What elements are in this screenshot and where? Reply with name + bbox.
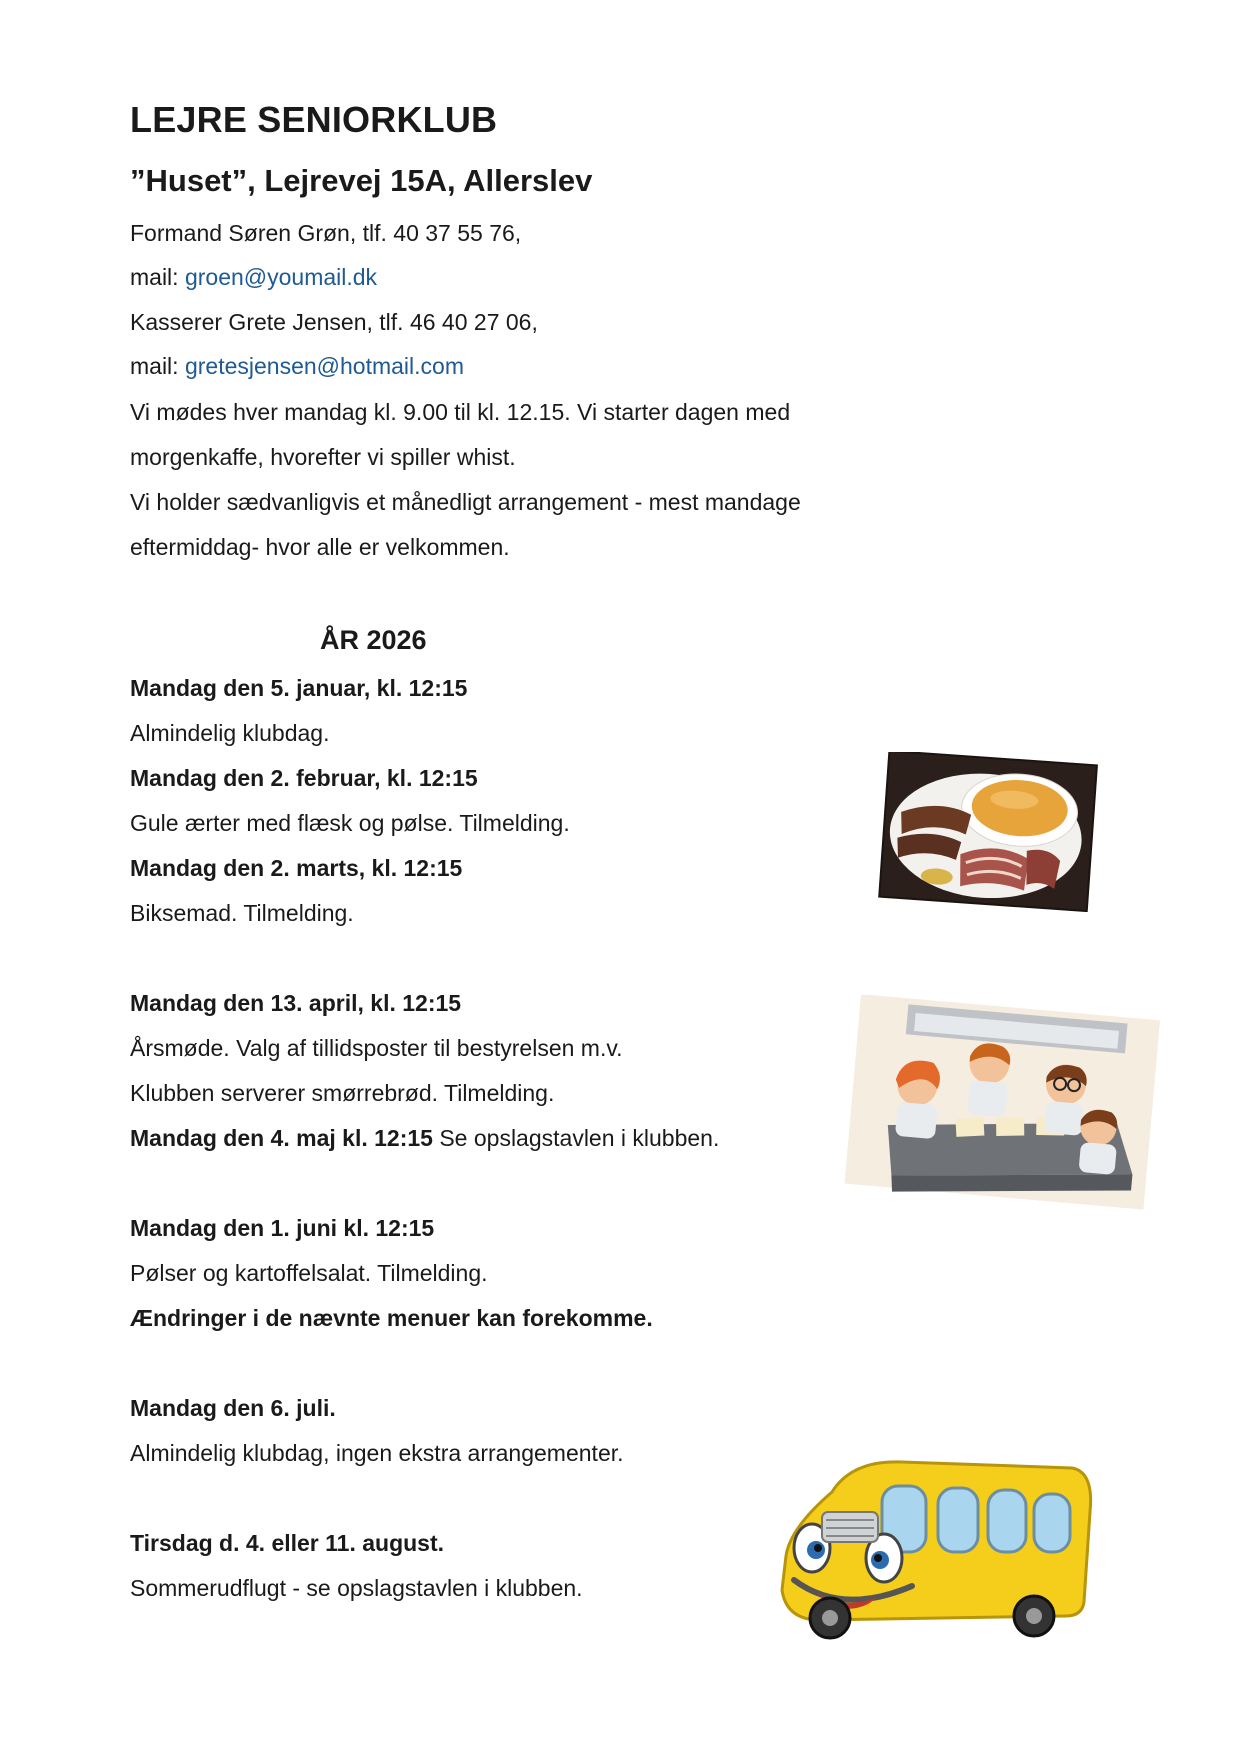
event-date: Mandag den 13. april, kl. 12:15 [130,990,462,1016]
event-description: Pølser og kartoffelsalat. Tilmelding. [130,1260,488,1286]
event-may-line [130,1122,719,1154]
event-description: Biksemad. Tilmelding. [130,900,354,926]
treasurer-contact: Kasserer Grete Jensen, tlf. 46 40 27 06, [130,309,538,335]
club-address: ”Huset”, Lejrevej 15A, Allerslev [130,163,593,198]
event-description: Se opslagstavlen i klubben. [432,1125,720,1151]
event-date: Mandag den 2. februar, kl. 12:15 [130,765,478,791]
mail-label: mail: [130,264,185,290]
event-description: Årsmøde. Valg af tillidsposter til bestyrelsen m.v. [130,1035,623,1061]
event-date: Tirsdag d. 4. eller 11. august. [130,1530,445,1556]
intro-line-2: morgenkaffe, hvorefter vi spiller whist. [130,444,516,470]
event-description: Klubben serverer smørrebrød. Tilmelding. [130,1080,555,1106]
intro-line-3: Vi holder sædvanligvis et månedligt arrangement - mest mandage [130,489,801,515]
event-date: Mandag den 4. maj kl. 12:15 [130,1125,433,1151]
event-description: Gule ærter med flæsk og pølse. Tilmelding. [130,810,570,836]
intro-line-4: eftermiddag- hvor alle er velkommen. [130,534,510,560]
event-date: Mandag den 6. juli. [130,1395,336,1421]
meeting-illustration [838,995,1168,1215]
year-heading: ÅR 2026 [320,625,427,655]
event-date: Mandag den 5. januar, kl. 12:15 [130,675,468,701]
event-description: Almindelig klubdag, ingen ekstra arrangementer. [130,1440,624,1466]
menu-change-note: Ændringer i de nævnte menuer kan forekomme. [130,1305,653,1331]
mail-label: mail: [130,353,185,379]
food-plate-image [878,752,1098,912]
event-description: Almindelig klubdag. [130,720,330,746]
treasurer-email-link[interactable]: gretesjensen@hotmail.com [184,353,464,379]
treasurer-mail-line [130,350,464,382]
chairman-email-link[interactable]: groen@youmail.dk [184,264,378,290]
chairman-contact: Formand Søren Grøn, tlf. 40 37 55 76, [130,220,522,246]
cartoon-bus-illustration [772,1452,1102,1642]
event-date: Mandag den 2. marts, kl. 12:15 [130,855,463,881]
event-description: Sommerudflugt - se opslagstavlen i klubben. [130,1575,583,1601]
event-date: Mandag den 1. juni kl. 12:15 [130,1215,435,1241]
intro-line-1: Vi mødes hver mandag kl. 9.00 til kl. 12.15. Vi starter dagen med [130,399,791,425]
chairman-mail-line [130,261,377,293]
club-title: LEJRE SENIORKLUB [130,99,498,140]
